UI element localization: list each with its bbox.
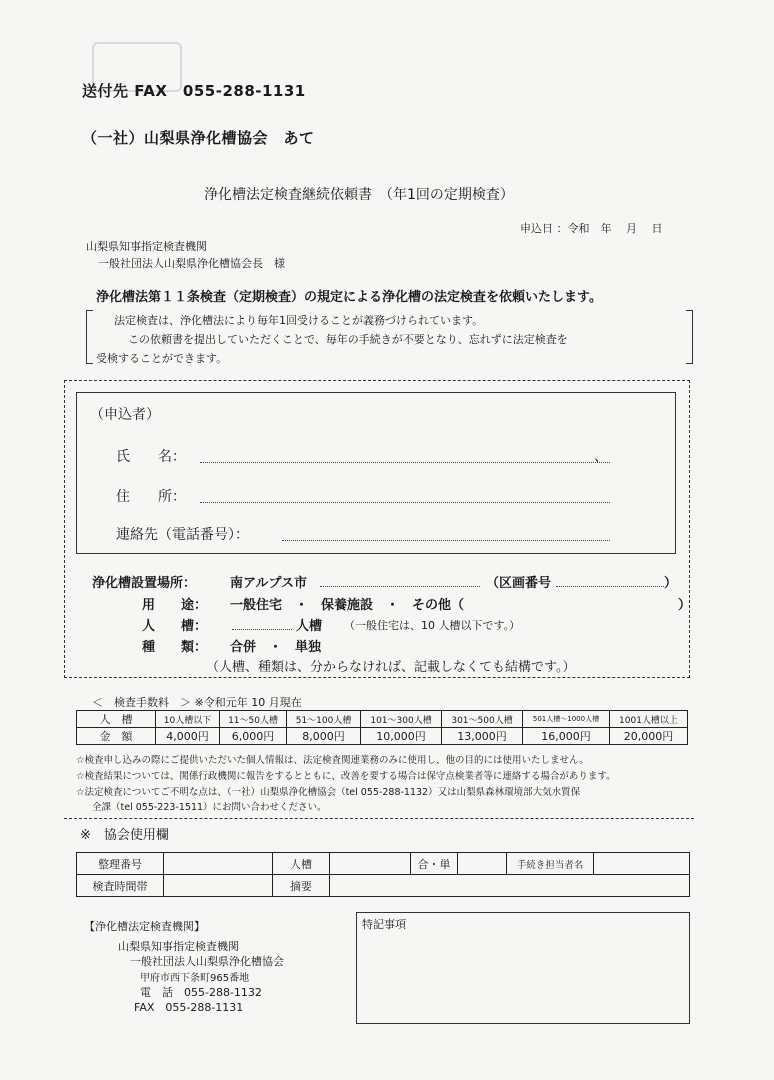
fee-row-label-amount: 金 額 (77, 728, 156, 745)
application-date: 申込日 ：令和 年 月 日 (520, 222, 663, 235)
name-field[interactable] (200, 462, 610, 463)
fee-col-5: 301～500人槽 (442, 711, 523, 728)
reg-no-value[interactable] (164, 853, 273, 875)
capacity-note: （一般住宅は、10 人槽以下です。） (344, 619, 521, 632)
fee-amount-7: 20,000円 (609, 728, 687, 745)
agency-tel: 電 話 055-288-1132 (140, 986, 262, 999)
fee-row-label-capacity: 人 槽 (77, 711, 156, 728)
fee-col-1: 10人槽以下 (156, 711, 220, 728)
inspection-time-value[interactable] (164, 875, 273, 897)
fee-amount-4: 10,000円 (361, 728, 442, 745)
addressee: （一社）山梨県浄化槽協会 あて (82, 129, 315, 147)
fee-amount-5: 13,000円 (442, 728, 523, 745)
fee-amount-2: 6,000円 (220, 728, 287, 745)
fee-amount-6: 16,000円 (523, 728, 610, 745)
agency-address: 甲府市西下条町965番地 (140, 973, 250, 984)
office-use-heading: ※ 協会使用欄 (80, 828, 169, 843)
fee-table (76, 710, 688, 745)
site-location-value: 南アルプス市 (230, 576, 307, 591)
handler-value[interactable] (594, 853, 690, 875)
recipient-agency: 山梨県知事指定検査機関 (86, 240, 207, 253)
use-label: 用 途： (142, 598, 208, 613)
capacity-unit: 人槽 (296, 619, 323, 634)
fee-amount-1: 4,000円 (156, 728, 220, 745)
capacity-label: 人 槽： (142, 619, 208, 634)
office-use-table (76, 852, 690, 897)
applicant-heading: （申込者） (90, 407, 160, 423)
summary-value[interactable] (330, 875, 690, 897)
site-location-label: 浄化槽設置場所： (92, 576, 197, 591)
address-label: 住 所： (116, 489, 186, 505)
type-label-cell: 合・単 (411, 853, 458, 875)
use-close: ） (678, 598, 692, 613)
phone-label: 連絡先（電話番号）： (116, 527, 249, 543)
fax-destination: 送付先 FAX 055-288-1131 (82, 82, 306, 100)
agency-line-1: 山梨県知事指定検査機関 (118, 940, 239, 953)
notice-line-1: 法定検査は、浄化槽法により毎年1回受けることが義務づけられています。 (114, 314, 484, 327)
capacity-label-cell: 人槽 (273, 853, 330, 875)
agency-fax: FAX 055-288-1131 (134, 1001, 244, 1014)
footnote-results: ☆検査結果については、関係行政機関に報告をするとともに、改善を要する場合は保守点検業者等に連絡する場合があります。 (76, 771, 616, 782)
notice-line-3: 受検することができます。 (96, 352, 228, 365)
capacity-field[interactable] (232, 629, 292, 630)
inspection-time-label: 検査時間帯 (77, 875, 164, 897)
type-note: （人槽、種類は、分からなければ、記載しなくても結構です。） (206, 660, 576, 675)
footnote-contact: ☆法定検査についてご不明な点は、（一社）山梨県浄化槽協会（tel 055-288-1132）又は山梨県森林環境部大気水質保 (76, 787, 581, 798)
page-title: 浄化槽法定検査継続依頼書 （年1回の定期検査） (204, 187, 514, 203)
block-number-label: （区画番号 (486, 576, 552, 591)
footnote-contact-cont: 全課（tel 055-223-1511）にお問い合わせください。 (92, 802, 327, 813)
request-statement: 浄化槽法第１１条検査（定期検査）の規定による浄化槽の法定検査を依頼いたします。 (96, 290, 602, 305)
type-options: 合併 ・ 単独 (230, 640, 322, 655)
fee-col-4: 101～300人槽 (361, 711, 442, 728)
fee-col-3: 51～100人槽 (287, 711, 361, 728)
handler-label: 手続き担当者名 (507, 853, 594, 875)
notice-line-2: この依頼書を提出していただくことで、毎年の手続きが不要となり、忘れずに法定検査を (128, 333, 568, 346)
notice-bracket-left (86, 310, 93, 364)
fee-col-6: 501人槽～1000人槽 (523, 711, 610, 728)
special-notes-heading: 特記事項 (362, 918, 406, 931)
use-options: 一般住宅 ・ 保養施設 ・ その他（ (230, 598, 465, 613)
block-number-field[interactable] (556, 586, 664, 587)
summary-label: 摘要 (273, 875, 330, 897)
footnote-privacy: ☆検査申し込みの際にご提供いただいた個人情報は、法定検査関連業務のみに使用し、他の目的には使用いたしません。 (76, 755, 589, 766)
agency-heading: 【浄化槽法定検査機関】 (84, 920, 205, 933)
name-field-mark: 、 (594, 449, 608, 465)
reg-no-label: 整理番号 (77, 853, 164, 875)
type-value[interactable] (458, 853, 507, 875)
recipient-name: 一般社団法人山梨県浄化槽協会長 様 (98, 257, 285, 270)
type-label: 種 類： (142, 640, 208, 655)
address-field[interactable] (200, 502, 610, 503)
fee-col-2: 11～50人槽 (220, 711, 287, 728)
fee-col-7: 1001人槽以上 (609, 711, 687, 728)
office-use-divider (64, 818, 694, 819)
special-notes-box[interactable] (356, 912, 690, 1024)
agency-line-2: 一般社団法人山梨県浄化槽協会 (130, 955, 284, 968)
site-location-field[interactable] (320, 586, 480, 587)
name-label: 氏 名： (116, 449, 186, 465)
notice-bracket-right (686, 310, 693, 364)
phone-field[interactable] (282, 540, 610, 541)
fee-caption: ＜ 検査手数料 ＞ ※令和元年 10 月現在 (92, 696, 302, 709)
block-number-close: ） (664, 576, 678, 591)
fee-amount-3: 8,000円 (287, 728, 361, 745)
capacity-value[interactable] (330, 853, 411, 875)
